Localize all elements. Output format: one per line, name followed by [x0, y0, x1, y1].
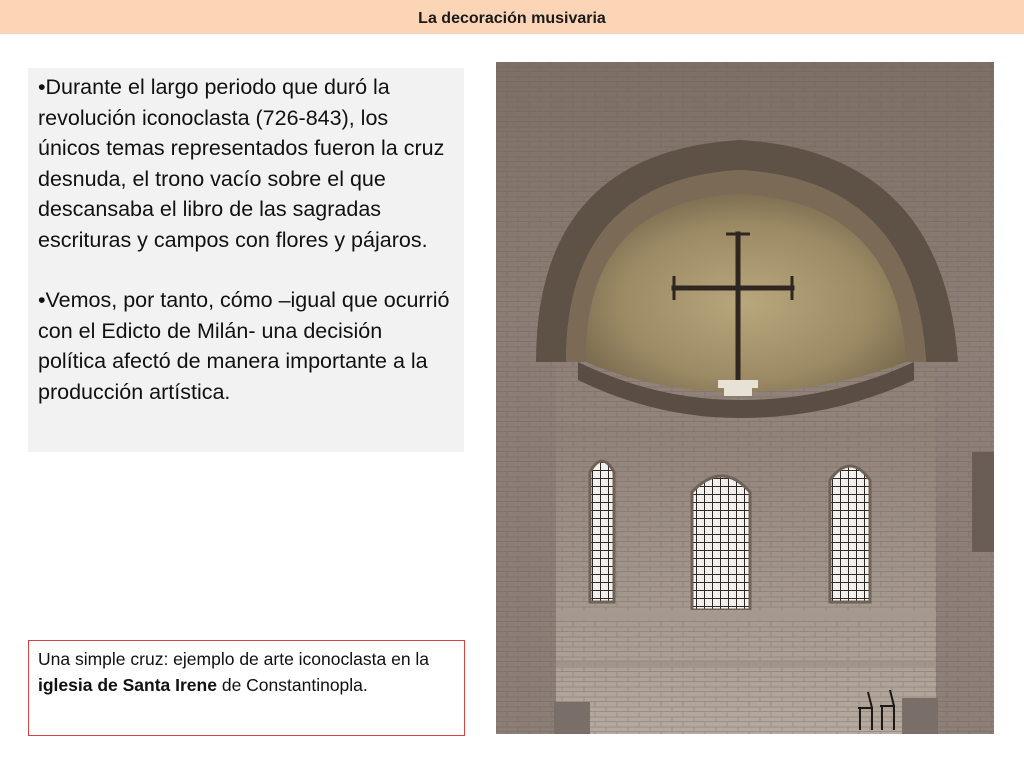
- paragraph-iconoclasm: •Durante el largo periodo que duró la revolución iconoclasta (726-843), los únicos temas representados fueron la cruz desnuda, el trono vacío sobre el que descansaba el libro de las sagradas escrituras y campos con flores y pájaros.: [38, 75, 445, 252]
- slide-title: La decoración musivaria: [418, 10, 606, 27]
- body-text-box: [28, 68, 464, 452]
- caption-church-name: iglesia de Santa Irene: [38, 674, 217, 695]
- slide-title-bar: [0, 0, 1024, 34]
- image-caption: [28, 640, 465, 736]
- caption-text-end: de Constantinopla.: [216, 674, 368, 695]
- church-apse-photo: [496, 62, 994, 734]
- paragraph-milan-edict: •Vemos, por tanto, cómo –igual que ocurrió con el Edicto de Milán- una decisión política afectó de manera importante a la producción artística.: [38, 288, 450, 404]
- caption-text-start: Una simple cruz: ejemplo de arte iconoclasta en la: [38, 649, 430, 669]
